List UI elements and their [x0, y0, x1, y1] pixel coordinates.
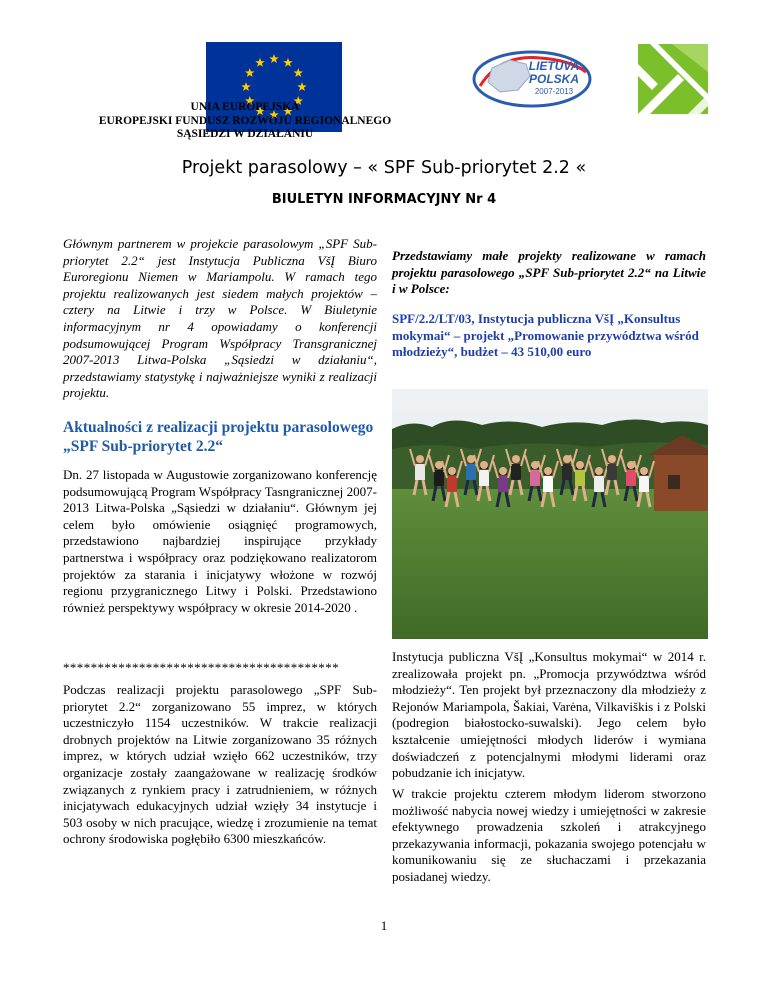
separator-stars: ****************************************	[63, 660, 339, 675]
eu-line-3: SĄSIEDZI W DZIAŁANIU	[176, 128, 314, 140]
section-heading: Aktualności z realizacji projektu parasolowego „SPF Sub-priorytet 2.2“	[63, 419, 374, 455]
logo-polska-text: POLSKA	[528, 72, 580, 86]
logo-lietuva-text: LIETUVA	[528, 59, 580, 73]
group-photo	[392, 389, 708, 639]
green-programme-logo	[638, 44, 708, 114]
project-title: Projekt parasolowy – « SPF Sub-priorytet 2.2 «	[181, 158, 587, 178]
intro-paragraph: Głównym partnerem w projekcie parasolowym „SPF Sub-priorytet 2.2“ jest Instytucja Publiczna VšĮ Biuro Euroregionu Niemen w Mariampolu. W ramach tego projektu realizowanych jest siedem małych projektów – cztery na Litwie i trzy w Polsce. W Biuletynie informacyjnym nr 4 opowiadamy o konferencji podsumowującej Program Współpracy Transgranicznej 2007-2013 Litwa-Polska „Sąsiedzi w działaniu“, przedstawiamy statystykę i najważniejsze wyniki z realizacji projektu.	[63, 236, 377, 401]
project-heading: SPF/2.2/LT/03, Instytucja publiczna VšĮ „Konsultus mokymai“ – projekt „Promowanie przywództwa wśród młodzieży“, budżet – 43 510,00 euro	[392, 311, 699, 360]
news-paragraph: Dn. 27 listopada w Augustowie zorganizowano konferencję podsumowującą Program Współpracy Tasngranicznej 2007-2013 Litwa-Polska „Sąsiedzi w działaniu“. Głównym jej celem było omówienie osiągnięć programowych, przedstawiono najbardziej inspirujące przykłady partnerstwa i współpracy oraz podziękowano realizatorom projektów za starania i inicjatywy włożone w rozwój regionu przygranicznego Litwy i Polski. Przedstawiono również perspektywy współpracy w okresie 2014-2020 .	[63, 467, 377, 615]
project-description-2: W trakcie projektu czterem młodym liderom stworzono możliwość nabycia nowej wiedzy i umiejętności w zakresie efektywnego prowadzenia szkoleń i atrakcyjnego przekazywania informacji, pokazania swojego potencjału w komunikowaniu się ze słuchaczami i przekazania posiadanej wiedzy.	[392, 786, 706, 884]
logo-years-text: 2007-2013	[534, 87, 574, 96]
eu-line-1: UNIA EUROPEJSKA	[190, 101, 300, 113]
eu-fund-caption	[80, 101, 410, 142]
stats-paragraph: Podczas realizacji projektu parasolowego „SPF Sub-priorytet 2.2“ zorganizowano 55 imprez, w których uczestniczyło 1154 uczestników. W trakcie realizacji drobnych projektów na Litwie zorganizowano 35 różnych imprez, w których udział wzięło 662 uczestników, trzy organizacje zostały zaangażowane w realizację środków związanych z rynkiem pracy i zatrudnieniem, w różnych inicjatywach edukacyjnych udział wzięły 34 instytucje i 503 osoby w nich pracujące, wiedzę i zrozumienie na temat ochrony środowiska pogłębiło 6300 mieszkańców.	[63, 682, 377, 847]
eu-line-2: EUROPEJSKI FUNDUSZ ROZWOJU REGIONALNEGO	[98, 114, 392, 127]
page-number: 1	[380, 918, 388, 933]
bulletin-title: BIULETYN INFORMACYJNY Nr 4	[271, 192, 497, 207]
project-description-1: Instytucja publiczna VšĮ „Konsultus mokymai“ w 2014 r. zrealizowała projekt pn. „Promocja przywództwa wśród młodzieży“. Ten projekt był przeznaczony dla młodzieży z Rejonów Mariampola, Šakiai, Varėna, Vilkaviškis i z Polski (podregion białostocko-suwalski). Jego celem było kształcenie umiejętności młodych liderów i wymiana doświadczeń z potencjalnymi młodymi liderami oraz pobudzanie ich inicjatyw.	[392, 649, 706, 781]
lietuva-polska-logo	[470, 46, 594, 110]
projects-intro: Przedstawiamy małe projekty realizowane w ramach projektu parasolowego „SPF Sub-priorytet 2.2“ na Litwie i w Polsce:	[392, 248, 706, 297]
